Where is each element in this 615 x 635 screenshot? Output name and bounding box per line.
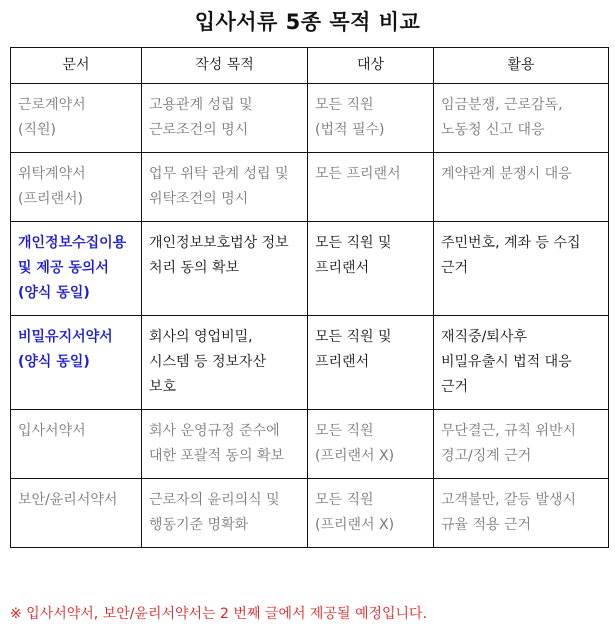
cell-line: 경고/징계 근거 (441, 448, 532, 464)
cell-line: 노동청 신고 대응 (441, 122, 545, 138)
cell-line: 재직중/퇴사후 (441, 329, 527, 345)
table-row (11, 222, 609, 316)
table-header-row (11, 48, 609, 84)
table-row (11, 153, 609, 222)
cell-line: 모든 직원 (315, 97, 374, 113)
cell-line: 업무 위탁 관계 성립 및 (149, 166, 289, 182)
cell-purpose (142, 153, 308, 222)
cell-line: 임금분쟁, 근로감독, (441, 97, 563, 113)
cell-line: (양식 동일) (18, 354, 90, 370)
cell-purpose (142, 479, 308, 548)
cell-line: 개인정보수집이용 (18, 235, 127, 251)
cell-document (11, 316, 142, 410)
table-row (11, 479, 609, 548)
cell-line: 비밀유출시 법적 대응 (441, 354, 572, 370)
cell-line: 위탁계약서 (18, 166, 86, 182)
cell-line: (프리랜서 X) (315, 517, 395, 533)
cell-line: (직원) (18, 122, 56, 138)
table-row (11, 84, 609, 153)
header-use: 활용 (434, 48, 609, 84)
header-purpose: 작성 목적 (142, 48, 308, 84)
cell-line: 위탁조건의 명시 (149, 191, 249, 207)
cell-document (11, 222, 142, 316)
cell-line: (프리랜서 X) (315, 448, 395, 464)
cell-line: 근로자의 윤리의식 및 (149, 492, 280, 508)
cell-use (434, 410, 609, 479)
cell-line: 비밀유지서약서 (18, 329, 113, 345)
comparison-table (10, 47, 609, 548)
cell-line: 고객불만, 갈등 발생시 (441, 492, 577, 508)
cell-line: 보안/윤리서약서 (18, 492, 118, 508)
table-row (11, 410, 609, 479)
cell-line: 계약관계 분쟁시 대응 (441, 166, 572, 182)
cell-target (308, 410, 434, 479)
cell-line: 주민번호, 계좌 등 수집 (441, 235, 581, 251)
cell-purpose (142, 222, 308, 316)
cell-line: (프리랜서) (18, 191, 84, 207)
cell-line: 회사 운영규정 준수에 (149, 423, 280, 439)
cell-line: 보호 (149, 379, 177, 395)
cell-line: 개인정보보호법상 정보 (149, 235, 289, 251)
cell-line: 고용관계 성립 및 (149, 97, 253, 113)
cell-document (11, 84, 142, 153)
cell-target (308, 153, 434, 222)
cell-purpose (142, 84, 308, 153)
cell-line: 근로계약서 (18, 97, 86, 113)
cell-purpose (142, 316, 308, 410)
table-body (11, 84, 609, 548)
cell-line: 회사의 영업비밀, (149, 329, 253, 345)
cell-use (434, 153, 609, 222)
cell-line: 모든 직원 (315, 492, 374, 508)
cell-line: 근거 (441, 260, 469, 276)
header-target: 대상 (308, 48, 434, 84)
header-document: 문서 (11, 48, 142, 84)
cell-line: 모든 직원 및 (315, 329, 392, 345)
cell-use (434, 479, 609, 548)
cell-use (434, 316, 609, 410)
cell-target (308, 479, 434, 548)
cell-line: 근로조건의 명시 (149, 122, 249, 138)
cell-target (308, 316, 434, 410)
cell-line: 처리 동의 확보 (149, 260, 240, 276)
cell-line: 모든 직원 및 (315, 235, 392, 251)
cell-use (434, 84, 609, 153)
page-title: 입사서류 5종 목적 비교 (194, 10, 421, 34)
cell-purpose (142, 410, 308, 479)
cell-line: 모든 직원 (315, 423, 374, 439)
cell-line: 모든 프리랜서 (315, 166, 401, 182)
cell-line: 시스템 등 정보자산 (149, 354, 267, 370)
cell-line: 및 제공 동의서 (18, 260, 109, 276)
cell-line: 프리랜서 (315, 260, 370, 276)
cell-use (434, 222, 609, 316)
cell-target (308, 84, 434, 153)
cell-document (11, 479, 142, 548)
cell-line: 대한 포괄적 동의 확보 (149, 448, 285, 464)
cell-line: 프리랜서 (315, 354, 370, 370)
cell-target (308, 222, 434, 316)
cell-line: (법적 필수) (315, 122, 385, 138)
cell-line: 무단결근, 규칙 위반시 (441, 423, 577, 439)
footnote: ※ 입사서약서, 보안/윤리서약서는 2 번째 글에서 제공될 예정입니다. (10, 606, 428, 622)
cell-line: 규율 적용 근거 (441, 517, 532, 533)
cell-line: 입사서약서 (18, 423, 86, 439)
table-row (11, 316, 609, 410)
cell-line: (양식 동일) (18, 285, 90, 301)
cell-document (11, 153, 142, 222)
cell-line: 행동기준 명확화 (149, 517, 249, 533)
cell-line: 근거 (441, 379, 469, 395)
cell-document (11, 410, 142, 479)
